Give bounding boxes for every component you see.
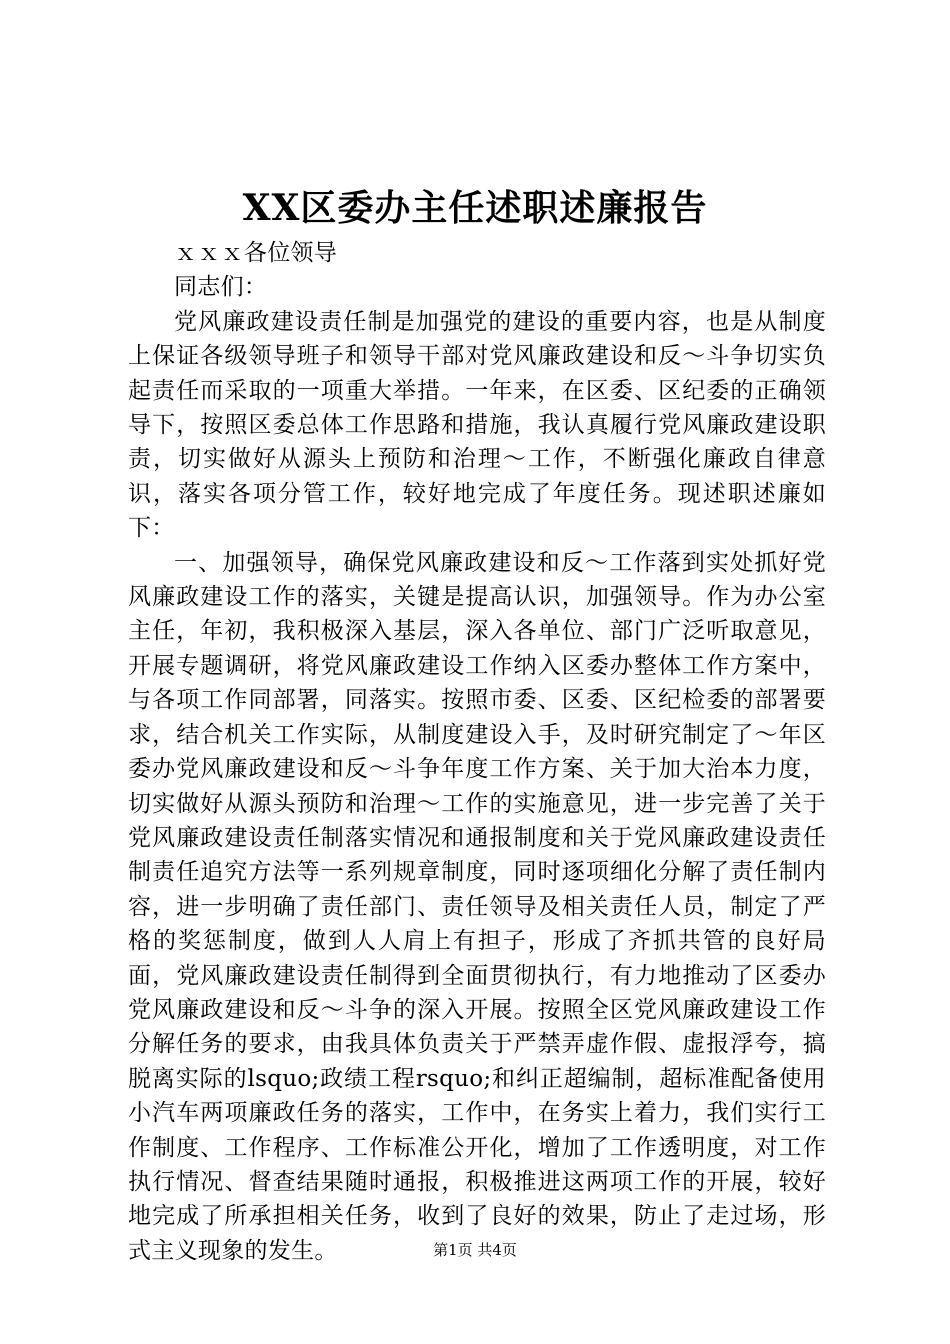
paragraph-section-one: 一、加强领导，确保党风廉政建设和反～工作落到实处抓好党风廉政建设工作的落实，关键是提高认识，加强领导。作为办公室主任，年初，我积极深入基层，深入各单位、部门广泛听取意见，开展专题调研，将党风廉政建设工作纳入区委办整体工作方案中，与各项工作同部署，同落实。按照市委、区委、区纪检委的部署要求，结合机关工作实际，从制度建设入手，及时研究制定了～年区委办党风廉政建设和反～斗争年度工作方案、关于加大治本力度，切实做好从源头预防和治理～工作的实施意见，进一步完善了关于党风廉政建设责任制落实情况和通报制度和关于党风廉政建设责任制责任追究方法等一系列规章制度，同时逐项细化分解了责任制内容，进一步明确了责任部门、责任领导及相关责任人员，制定了严格的奖惩制度，做到人人肩上有担子，形成了齐抓共管的良好局面，党风廉政建设责任制得到全面贯彻执行，有力地推动了区委办党风廉政建设和反～斗争的深入开展。按照全区党风廉政建设工作分解任务的要求，由我具体负责关于严禁弄虚作假、虚报浮夸，搞脱离实际的lsquo;政绩工程rsquo;和纠正超编制，超标准配备使用小汽车两项廉政任务的落实，工作中，在务实上着力，我们实行工作制度、工作程序、工作标准公开化，增加了工作透明度，对工作执行情况、督查结果随时通报，积极推进这两项工作的开展，较好地完成了所承担相关任务，收到了良好的效果，防止了走过场，形式主义现象的发生。 [128, 549, 826, 1264]
page-footer: 第1页 共4页 [433, 1241, 517, 1259]
salutation-comrades: 同志们： [174, 274, 268, 301]
salutation-leaders: ｘｘｘ各位领导 [174, 240, 338, 266]
paragraph-intro: 党风廉政建设责任制是加强党的建设的重要内容，也是从制度上保证各级领导班子和领导干部对党风廉政建设和反～斗争切实负起责任而采取的一项重大举措。一年来，在区委、区纪委的正确领导下，按照区委总体工作思路和措施，我认真履行党风廉政建设职责，切实做好从源头上预防和治理～工作，不断强化廉政自律意识，落实各项分管工作，较好地完成了年度任务。现述职述廉如下： [128, 308, 826, 542]
document-body [128, 236, 826, 1268]
document-title: XX区委办主任述职述廉报告 [242, 187, 708, 229]
